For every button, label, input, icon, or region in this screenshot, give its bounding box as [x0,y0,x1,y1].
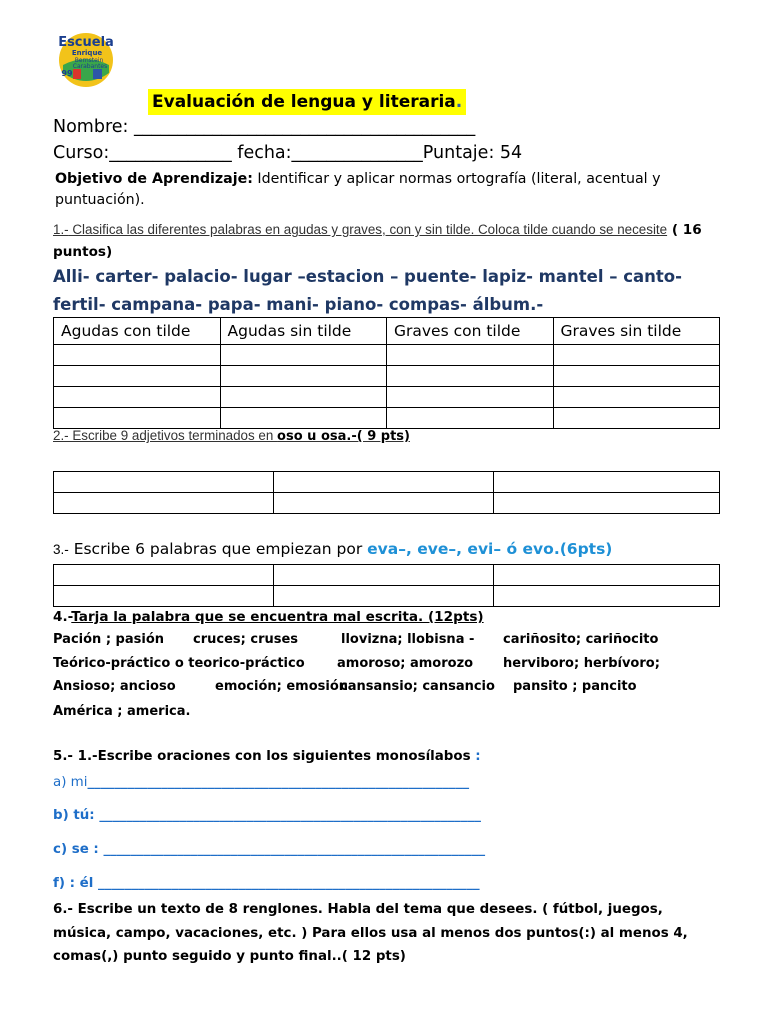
table-cell[interactable] [220,366,387,387]
table-cell[interactable] [493,472,719,493]
question-2 [53,428,410,444]
table-row [54,366,720,387]
page-title [148,89,466,115]
classification-table [53,317,720,429]
table-cell[interactable] [220,387,387,408]
sentence-f-label: f) : él [53,876,98,891]
table-row [54,387,720,408]
q4-row2-item3: herviboro; herbívoro; [503,656,660,671]
sentence-a-label: a) mi [53,775,88,790]
header-agudas-sin-tilde: Agudas sin tilde [220,318,387,345]
table-cell[interactable] [54,408,221,429]
table-cell[interactable] [54,366,221,387]
table-cell[interactable] [387,345,554,366]
table-row [54,345,720,366]
table-cell[interactable] [54,565,274,586]
title-text: Evaluación de lengua y literaria [152,92,456,112]
table-cell[interactable] [273,493,493,514]
table-row [54,565,720,586]
title-dot: . [455,92,463,112]
q5-text: 5.- 1.-Escribe oraciones con los siguientes monosílabos [53,749,471,764]
q3-prefixes: eva–, eve–, evi– ó evo.(6pts) [367,540,613,558]
sentence-a-line: _________________________________________________________ [87,775,470,790]
table-cell[interactable] [54,472,274,493]
q1-text: Clasifica las diferentes palabras en agudas y graves, con y sin tilde. Coloca tilde cuando se necesite [68,222,668,237]
header-graves-con-tilde: Graves con tilde [387,318,554,345]
logo-line4: Carabantes [72,63,108,70]
table-cell[interactable] [54,493,274,514]
table-cell[interactable] [553,366,720,387]
table-cell[interactable] [54,387,221,408]
objetivo-text: Identificar y aplicar normas ortografía (literal, acentual y puntuación). [55,171,661,208]
logo-line2: Enrique [71,49,103,57]
table-cell[interactable] [387,408,554,429]
q3-num: 3.- [53,542,69,557]
table-cell[interactable] [553,408,720,429]
words-table [53,564,720,607]
logo-number: 99 [61,69,73,78]
table-cell[interactable] [54,586,274,607]
question-4 [53,609,484,625]
table-cell[interactable] [220,345,387,366]
q1-num: 1.- [53,222,69,237]
header-graves-sin-tilde: Graves sin tilde [553,318,720,345]
table-cell[interactable] [493,586,719,607]
sentence-f[interactable] [53,876,480,891]
sentence-f-line: _________________________________________________________ [97,876,480,891]
table-row [54,586,720,607]
q4-row3-item3: cansansio; cansancio [340,679,495,694]
sentence-c-line: _________________________________________________________ [103,842,486,857]
logo-line3: Bernstein [74,57,104,64]
objetivo [55,169,715,211]
table-row [54,408,720,429]
curso-line: Curso:______________ fecha:_______________Puntaje: 54 [53,143,523,163]
question-1 [53,219,718,263]
table-cell[interactable] [54,345,221,366]
q4-row4-item1: América ; america. [53,704,191,719]
q1-points: ( 16 puntos) [53,222,702,260]
q4-text: Tarja la palabra que se encuentra mal escrita. (12pts) [71,609,484,625]
q4-row2-item1: Teórico-práctico o teorico-práctico [53,656,305,671]
sentence-c[interactable] [53,842,485,857]
q4-row3-item2: emoción; emosión [215,679,349,694]
q4-row1-item4: cariñosito; cariñocito [503,632,659,647]
q4-row3-item4: pansito ; pancito [513,679,637,694]
sentence-a[interactable] [53,775,469,790]
question-6: 6.- Escribe un texto de 8 renglones. Habla del tema que desees. ( fútbol, juegos, música, campo, vacaciones, etc. ) Para ellos usa al menos dos puntos(:) al menos 4, comas(,) punto seguido y punto final..( 12 pts) [53,902,688,964]
table-cell[interactable] [387,366,554,387]
table-cell[interactable] [553,387,720,408]
q4-row1-item1: Pación ; pasión [53,632,165,647]
table-cell[interactable] [220,408,387,429]
sentence-b[interactable] [53,808,481,823]
school-logo [57,29,115,89]
q2-bold: oso u osa.-( 9 pts) [277,429,410,444]
sentence-b-label: b) tú: [53,808,100,823]
q2-text: 2.- Escribe 9 adjetivos terminados en [53,428,278,443]
table-cell[interactable] [273,565,493,586]
table-cell[interactable] [387,387,554,408]
logo-line1: Escuela [58,35,114,50]
adjectives-table [53,471,720,514]
q3-text: Escribe 6 palabras que empiezan por [68,540,368,558]
q5-colon: : [470,749,481,764]
q4-num: 4.- [53,609,72,625]
table-cell[interactable] [273,472,493,493]
q4-row3-item1: Ansioso; ancioso [53,679,176,694]
table-header-row [54,318,720,345]
objetivo-label: Objetivo de Aprendizaje: [55,171,253,187]
table-cell[interactable] [273,586,493,607]
table-row [54,493,720,514]
word-list: Alli- carter- palacio- lugar –estacion – puente- lapiz- mantel – canto- fertil- campana- papa- mani- piano- compas- álbum.- [53,267,682,314]
sentence-b-line: _________________________________________________________ [99,808,481,823]
table-row [54,472,720,493]
q4-row2-item2: amoroso; amorozo [337,656,474,671]
table-cell[interactable] [493,565,719,586]
table-cell[interactable] [553,345,720,366]
sentence-c-label: c) se : [53,842,104,857]
table-cell[interactable] [493,493,719,514]
q4-row1-item2: cruces; cruses [193,632,299,647]
nombre-field: Nombre: _______________________________________ [53,117,476,137]
question-5 [53,749,481,764]
q4-row1-item3: llovizna; llobisna - [341,632,475,647]
header-agudas-con-tilde: Agudas con tilde [54,318,221,345]
question-3 [53,540,612,558]
